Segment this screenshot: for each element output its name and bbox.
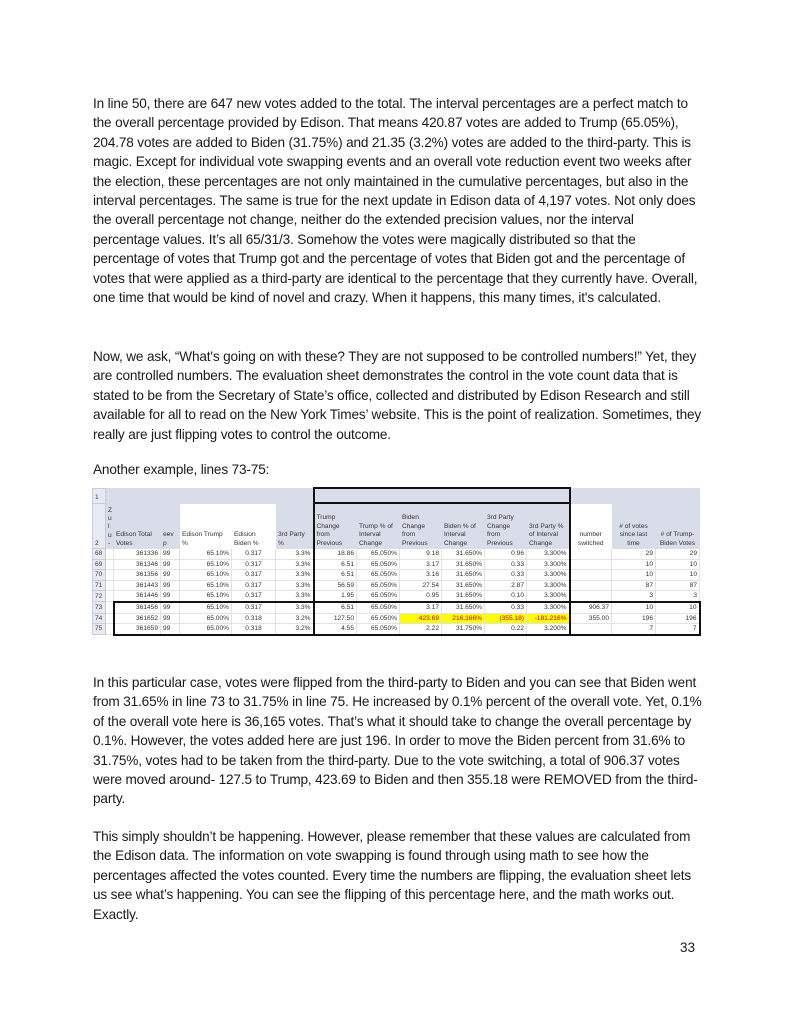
cell-trump-interval: 65.050% — [357, 624, 400, 635]
header-biden-interval: Biden % of Interval Change — [442, 503, 485, 549]
cell-switched — [570, 580, 612, 591]
cell-switched: 355.00 — [570, 613, 612, 624]
cell-trump-interval: 65.050% — [357, 591, 400, 602]
cell-biden-pct: 0.317 — [232, 570, 276, 581]
cell-biden-change: 27.54 — [400, 580, 442, 591]
cell-third-pct: 3.3% — [276, 580, 314, 591]
cell-biden-change: 2.22 — [400, 624, 442, 635]
header-third-interval: 3rd Party % of Interval Change — [527, 503, 570, 549]
table-row — [93, 559, 700, 570]
header-third-change: 3rd Party Change from Previous — [485, 503, 527, 549]
row-number: 2 — [93, 503, 106, 549]
cell-biden-interval-highlighted: 216.166% — [442, 613, 485, 624]
cell-trump-change: 4.55 — [314, 624, 357, 635]
cell-biden-interval: 31.750% — [442, 624, 485, 635]
cell-trump-pct: 65.10% — [180, 570, 232, 581]
cell-since-last: 7 — [612, 624, 656, 635]
cell-total: 361446 — [114, 591, 161, 602]
cell-eevp: 99 — [161, 624, 180, 635]
cell-third-pct: 3.3% — [276, 602, 314, 613]
cell-tb-votes: 7 — [656, 624, 700, 635]
page-number: 33 — [680, 940, 696, 955]
table-row-highlight-box — [93, 624, 700, 635]
cell-eevp: 99 — [161, 591, 180, 602]
header-biden-pct: Edision Biden % — [232, 503, 276, 549]
cell-third-change: 2.87 — [485, 580, 527, 591]
cell-tb-votes: 10 — [656, 559, 700, 570]
cell-total: 361356 — [114, 570, 161, 581]
cell-third-interval: 3.300% — [527, 580, 570, 591]
cell-eevp: 99 — [161, 613, 180, 624]
cell-biden-interval: 31.650% — [442, 570, 485, 581]
cell-third-change: 0.22 — [485, 624, 527, 635]
cell-third-interval: 3.300% — [527, 559, 570, 570]
cell-tb-votes: 196 — [656, 613, 700, 624]
paragraph-another-example: Another example, lines 73-75: — [93, 462, 270, 477]
header-trump-interval: Trump % of Interval Change — [357, 503, 400, 549]
cell-switched — [570, 549, 612, 560]
cell-total: 361659 — [114, 624, 161, 635]
row-number: 72 — [93, 591, 106, 602]
cell-trump-interval: 65.050% — [357, 549, 400, 560]
cell-biden-pct: 0.317 — [232, 580, 276, 591]
header-number-switched: number switched — [570, 503, 612, 549]
cell-biden-change: 3.17 — [400, 559, 442, 570]
table-row — [93, 580, 700, 591]
table-row-highlight-box — [93, 613, 700, 624]
header-trump-biden-votes: # of Trump-Biden Votes — [656, 503, 700, 549]
header-total-votes: Edison Total Votes — [114, 503, 161, 549]
cell-trump-pct: 65.00% — [180, 613, 232, 624]
cell-biden-pct: 0.317 — [232, 591, 276, 602]
cell-eevp: 99 — [161, 602, 180, 613]
cell-since-last: 29 — [612, 549, 656, 560]
cell-trump-change: 6.51 — [314, 559, 357, 570]
cell-biden-change: 3.16 — [400, 570, 442, 581]
cell-eevp: 99 — [161, 580, 180, 591]
cell-biden-interval: 31.650% — [442, 591, 485, 602]
cell-trump-change: 127.50 — [314, 613, 357, 624]
cell-third-interval-highlighted: -181.216% — [527, 613, 570, 624]
cell-trump-pct: 65.10% — [180, 602, 232, 613]
cell-third-interval: 3.300% — [527, 549, 570, 560]
cell-total: 361652 — [114, 613, 161, 624]
header-zulu: Z u l u- — [106, 503, 114, 549]
cell-third-change-highlighted: (355.18) — [485, 613, 527, 624]
cell-total: 361443 — [114, 580, 161, 591]
cell-biden-pct: 0.318 — [232, 613, 276, 624]
cell-tb-votes: 3 — [656, 591, 700, 602]
paragraph-conclusion: This simply shouldn’t be happening. However, please remember that these values are calculated from the Edison data. The information on vote swapping is found through using math to see how the percentages affected the votes counted. Every time the numbers are flipping, the evaluation sheet lets us see what’s happening. You can see the flipping of this percentage here, and the math works out. Exactly. — [93, 829, 692, 922]
cell-third-pct: 3.2% — [276, 624, 314, 635]
spreadsheet-screenshot — [92, 487, 699, 649]
row-number: 75 — [93, 624, 106, 635]
cell-biden-change: 3.17 — [400, 602, 442, 613]
cell-trump-pct: 65.10% — [180, 559, 232, 570]
cell-trump-interval: 65.050% — [357, 613, 400, 624]
header-trump-change: Trump Change from Previous — [314, 503, 357, 549]
cell-trump-interval: 65.050% — [357, 580, 400, 591]
cell-trump-interval: 65.050% — [357, 570, 400, 581]
cell-biden-interval: 31.650% — [442, 559, 485, 570]
cell-trump-pct: 65.10% — [180, 549, 232, 560]
paragraph-line-50: In line 50, there are 647 new votes added to the total. The interval percentages are a perfect match to the overall percentage provided by Edison. That means 420.87 votes are added to Trump (65.05%), 204.78 votes are added to Biden (31.75%) and 21.35 (3.2%) votes are added to the third-party. This is magic. Except for individual vote swapping events and an overall vote reduction event two weeks after the election, these percentages are not only maintained in the cumulative percentages, but also in the interval percentages. The same is true for the next update in Edison data of 4,197 votes. Not only does the overall percentage not change, neither do the extended precision values, nor the interval percentage values. It’s all 65/31/3. Somehow the votes were magically distributed so that the percentage of votes that Trump got and the percentage of votes that Biden got and the percentage of votes that were applied as a third-party are identical to the percentage that they currently have. Overall, one time that would be kind of novel and crazy. When it happens, this many times, it's calculated. — [93, 96, 698, 306]
cell-trump-change: 56.59 — [314, 580, 357, 591]
cell-total: 361346 — [114, 559, 161, 570]
cell-third-interval: 3.300% — [527, 591, 570, 602]
header-biden-change: Biden Change from Previous — [400, 503, 442, 549]
cell-third-pct: 3.3% — [276, 559, 314, 570]
row-number: 68 — [93, 549, 106, 560]
cell-biden-change: 0.95 — [400, 591, 442, 602]
cell-switched — [570, 570, 612, 581]
cell-third-pct: 3.3% — [276, 549, 314, 560]
cell-since-last: 10 — [612, 570, 656, 581]
cell-third-change: 0.33 — [485, 602, 527, 613]
table-row — [93, 549, 700, 560]
cell-tb-votes: 10 — [656, 570, 700, 581]
cell-tb-votes: 10 — [656, 602, 700, 613]
header-row — [93, 503, 700, 549]
cell-trump-interval: 65.050% — [357, 559, 400, 570]
cell-biden-interval: 31.650% — [442, 602, 485, 613]
cell-switched: 906.37 — [570, 602, 612, 613]
cell-trump-change: 6.51 — [314, 602, 357, 613]
cell-biden-pct: 0.317 — [232, 602, 276, 613]
cell-third-interval: 3.300% — [527, 602, 570, 613]
cell-third-interval: 3.300% — [527, 570, 570, 581]
row-number: 70 — [93, 570, 106, 581]
cell-since-last: 3 — [612, 591, 656, 602]
cell-third-change: 0.96 — [485, 549, 527, 560]
cell-switched — [570, 559, 612, 570]
cell-eevp: 99 — [161, 559, 180, 570]
cell-biden-pct: 0.317 — [232, 559, 276, 570]
table-row — [93, 591, 700, 602]
cell-since-last: 196 — [612, 613, 656, 624]
cell-trump-pct: 65.10% — [180, 591, 232, 602]
cell-biden-change-highlighted: 423.69 — [400, 613, 442, 624]
table-row — [93, 570, 700, 581]
cell-biden-interval: 31.650% — [442, 549, 485, 560]
cell-switched — [570, 624, 612, 635]
cell-tb-votes: 87 — [656, 580, 700, 591]
cell-trump-pct: 65.00% — [180, 624, 232, 635]
cell-total: 361456 — [114, 602, 161, 613]
cell-biden-change: 9.18 — [400, 549, 442, 560]
header-trump-pct: Edison Trump % — [180, 503, 232, 549]
cell-switched — [570, 591, 612, 602]
paragraph-controlled-numbers: Now, we ask, “What's going on with these? They are not supposed to be controlled numbers!” Yet, they are controlled numbers. The evaluation sheet demonstrates the control in the vote count data that is stated to be from the Secretary of State’s office, collected and distributed by Edison Research and still available for all to read on the New York Times’ website. This is the point of realization. Sometimes, they really are just flipping votes to control the outcome. — [93, 349, 702, 442]
row-number: 74 — [93, 613, 106, 624]
sheet-row-1 — [93, 488, 700, 503]
cell-third-pct: 3.3% — [276, 570, 314, 581]
cell-biden-pct: 0.318 — [232, 624, 276, 635]
header-eevp: eev p — [161, 503, 180, 549]
vote-data-table — [92, 487, 701, 636]
cell-trump-change: 1.95 — [314, 591, 357, 602]
cell-eevp: 99 — [161, 549, 180, 560]
table-row-highlight-box — [93, 602, 700, 613]
row-number: 73 — [93, 602, 106, 613]
cell-third-pct: 3.3% — [276, 591, 314, 602]
row-number: 69 — [93, 559, 106, 570]
header-votes-since-last: # of votes since last time — [612, 503, 656, 549]
cell-trump-change: 6.51 — [314, 570, 357, 581]
cell-third-change: 0.33 — [485, 570, 527, 581]
cell-eevp: 99 — [161, 570, 180, 581]
row-number: 1 — [93, 488, 106, 503]
cell-biden-interval: 31.650% — [442, 580, 485, 591]
cell-total: 361336 — [114, 549, 161, 560]
row-number: 71 — [93, 580, 106, 591]
cell-since-last: 10 — [612, 602, 656, 613]
cell-biden-pct: 0.317 — [232, 549, 276, 560]
cell-tb-votes: 29 — [656, 549, 700, 560]
cell-trump-pct: 65.10% — [180, 580, 232, 591]
cell-third-change: 0.10 — [485, 591, 527, 602]
cell-since-last: 10 — [612, 559, 656, 570]
cell-third-interval: 3.200% — [527, 624, 570, 635]
cell-third-change: 0.33 — [485, 559, 527, 570]
header-third-pct: 3rd Party % — [276, 503, 314, 549]
cell-third-pct: 3.2% — [276, 613, 314, 624]
cell-trump-change: 18.86 — [314, 549, 357, 560]
paragraph-flipped-votes: In this particular case, votes were flipped from the third-party to Biden and you can see that Biden went from 31.65% in line 73 to 31.75% in line 75. He increased by 0.1% percent of the overall vote. Yet, 0.1% of the overall vote here is 36,165 votes. That’s what it should take to change the overall percentage by 0.1%. However, the votes added here are just 196. In order to move the Biden percent from 31.6% to 31.75%, votes had to be taken from the third-party. Due to the vote switching, a total of 906.37 votes were moved around- 127.5 to Trump, 423.69 to Biden and then 355.18 were REMOVED from the third-party. — [93, 675, 702, 807]
cell-trump-interval: 65.050% — [357, 602, 400, 613]
cell-since-last: 87 — [612, 580, 656, 591]
